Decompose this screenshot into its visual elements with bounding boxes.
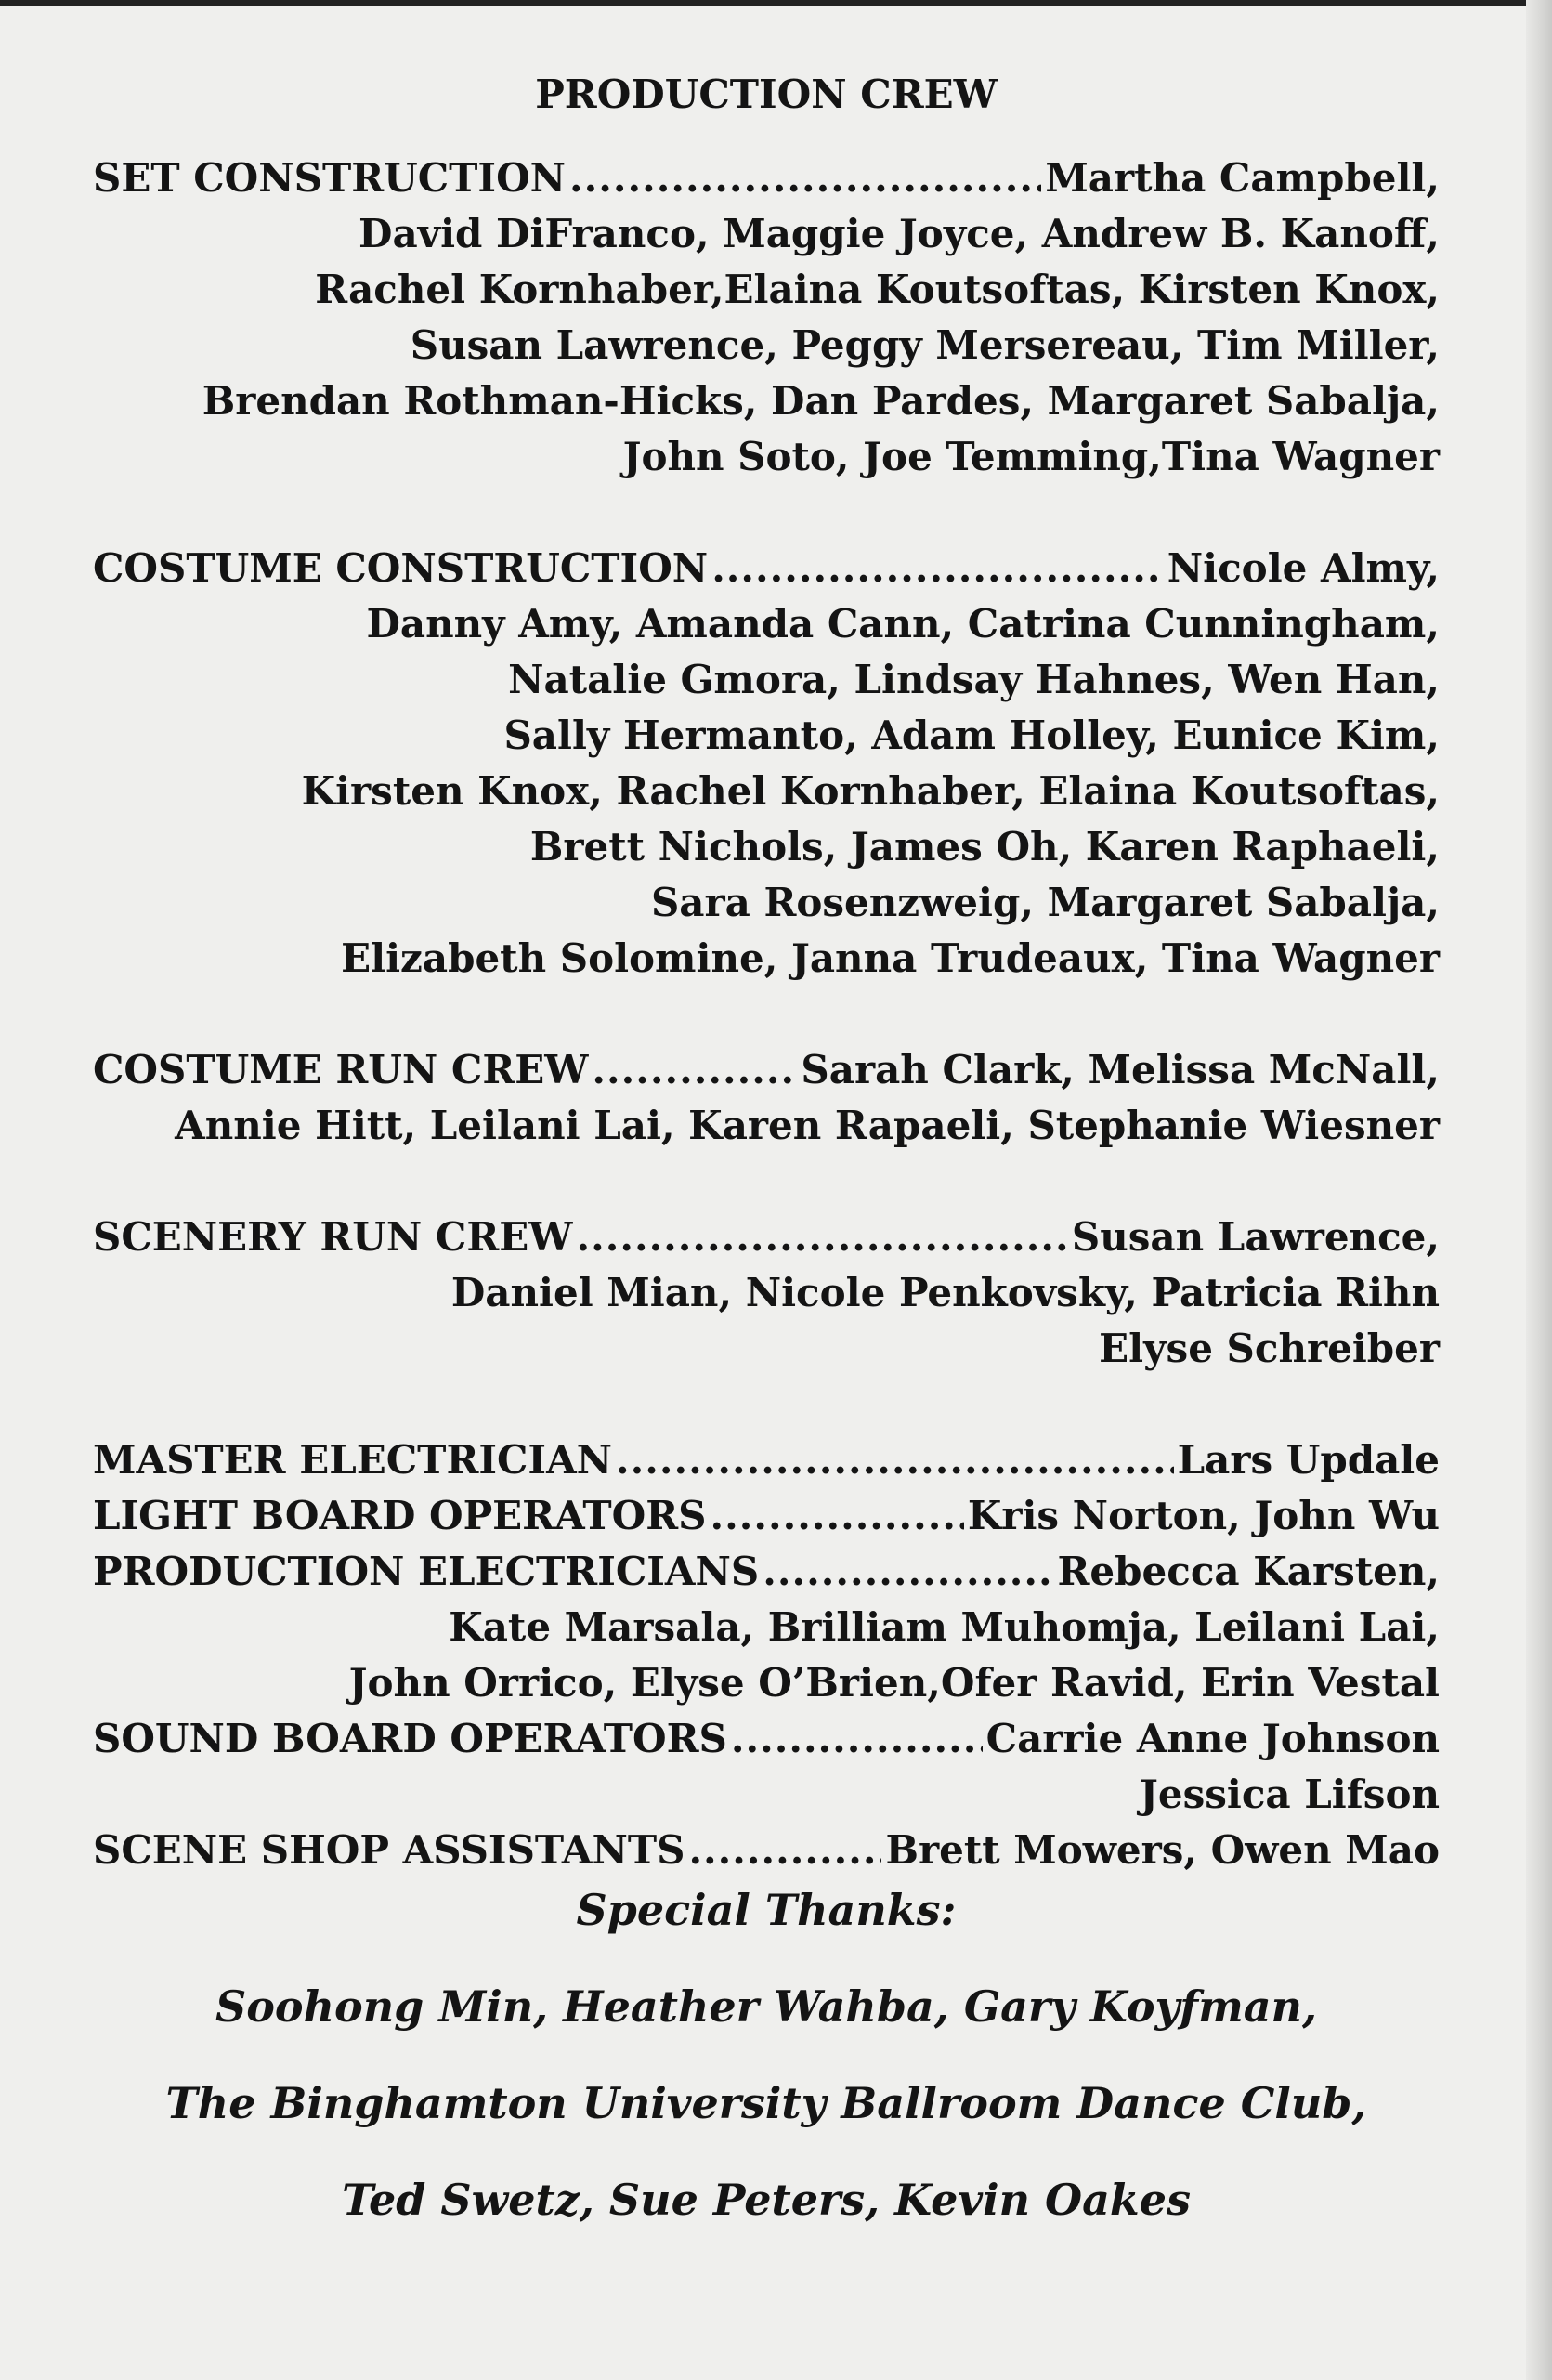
crew-names-line: Sara Rosenzweig, Margaret Sabalja, [650,880,1440,925]
crew-names-line: Brendan Rothman-Hicks, Dan Pardes, Margaret Sabalja, [202,378,1440,424]
crew-names-line: Rachel Kornhaber,Elaina Koutsoftas, Kirsten Knox, [315,267,1440,312]
crew-names-line: Sally Hermanto, Adam Holley, Eunice Kim, [503,713,1440,758]
role-label: SET CONSTRUCTION [93,155,567,201]
crew-names-line: Susan Lawrence, Peggy Mersereau, Tim Miller, [410,322,1440,368]
crew-names-line: Daniel Mian, Nicole Penkovsky, Patricia Rihn [450,1270,1440,1315]
crew-names: Brett Mowers, Owen Mao [885,1827,1440,1873]
leader-dots [616,1432,1174,1488]
crew-names: Sarah Clark, Melissa McNall, [801,1047,1440,1092]
crew-names-line: John Orrico, Elyse O’Brien,Ofer Ravid, Erin Vestal [348,1660,1440,1706]
role-label: PRODUCTION ELECTRICIANS [93,1549,760,1594]
credit-line [93,1823,1440,1878]
leader-dots [763,1544,1053,1600]
page-title: PRODUCTION CREW [535,72,998,117]
role-label: COSTUME CONSTRUCTION [93,545,709,591]
crew-names-line: John Soto, Joe Temming,Tina Wagner [622,434,1440,479]
credit-line [93,1432,1440,1488]
crew-names: Susan Lawrence, [1071,1214,1440,1260]
crew-names: Lars Updale [1177,1437,1440,1483]
role-label: LIGHT BOARD OPERATORS [93,1493,707,1538]
crew-names-line: Elizabeth Solomine, Janna Trudeaux, Tina Wagner [341,935,1440,981]
credit-line [93,541,1440,596]
special-thanks-heading: Special Thanks: [576,1885,957,1935]
credit-line [93,1488,1440,1544]
credit-line [93,1544,1440,1600]
scenery-run-crew-section [93,1210,1440,1377]
credit-line [93,1711,1440,1767]
crew-names-line: David DiFranco, Maggie Joyce, Andrew B. Kanoff, [359,211,1440,256]
role-label: SCENE SHOP ASSISTANTS [93,1827,685,1873]
thanks-line: Soohong Min, Heather Wahba, Gary Koyfman, [215,1981,1318,2032]
special-thanks [93,1880,1440,2230]
page-right-edge [1526,0,1552,2380]
crew-names-line: Annie Hitt, Leilani Lai, Karen Rapaeli, Stephanie Wiesner [175,1103,1440,1148]
leader-dots [711,541,1164,596]
role-label: MASTER ELECTRICIAN [93,1437,613,1483]
crew-names-line: Jessica Lifson [1140,1772,1440,1817]
crew-names-line: Elyse Schreiber [1099,1326,1440,1371]
costume-run-crew-section [93,1042,1440,1154]
leader-dots [731,1711,983,1767]
role-label: COSTUME RUN CREW [93,1047,589,1092]
thanks-line: Ted Swetz, Sue Peters, Kevin Oakes [342,2175,1191,2225]
leader-dots [576,1210,1067,1265]
program-page [93,67,1440,2230]
credit-line [93,1042,1440,1098]
role-label: SOUND BOARD OPERATORS [93,1716,727,1761]
costume-construction-section [93,541,1440,987]
crew-names: Carrie Anne Johnson [985,1716,1440,1761]
crew-names: Kris Norton, John Wu [967,1493,1440,1538]
crew-names-line: Danny Amy, Amanda Cann, Catrina Cunningham, [366,601,1440,647]
credit-line [93,150,1440,206]
role-label: SCENERY RUN CREW [93,1214,573,1260]
crew-names-line: Brett Nichols, James Oh, Karen Raphaeli, [529,824,1440,870]
thanks-line: The Binghamton University Ballroom Dance Club, [165,2078,1367,2128]
page-top-edge [0,0,1552,6]
crew-names: Nicole Almy, [1167,545,1440,591]
crew-names-line: Kate Marsala, Brilliam Muhomja, Leilani Lai, [449,1604,1440,1650]
credit-line [93,1210,1440,1265]
crew-names: Martha Campbell, [1045,155,1440,201]
leader-dots [688,1823,881,1878]
leader-dots [569,150,1041,206]
crew-names-line: Kirsten Knox, Rachel Kornhaber, Elaina Koutsoftas, [301,768,1440,814]
crew-names-line: Natalie Gmora, Lindsay Hahnes, Wen Han, [508,657,1440,702]
set-construction-section [93,150,1440,485]
leader-dots [592,1042,797,1098]
electrics-section [93,1432,1440,1878]
crew-names: Rebecca Karsten, [1057,1549,1440,1594]
leader-dots [710,1488,963,1544]
